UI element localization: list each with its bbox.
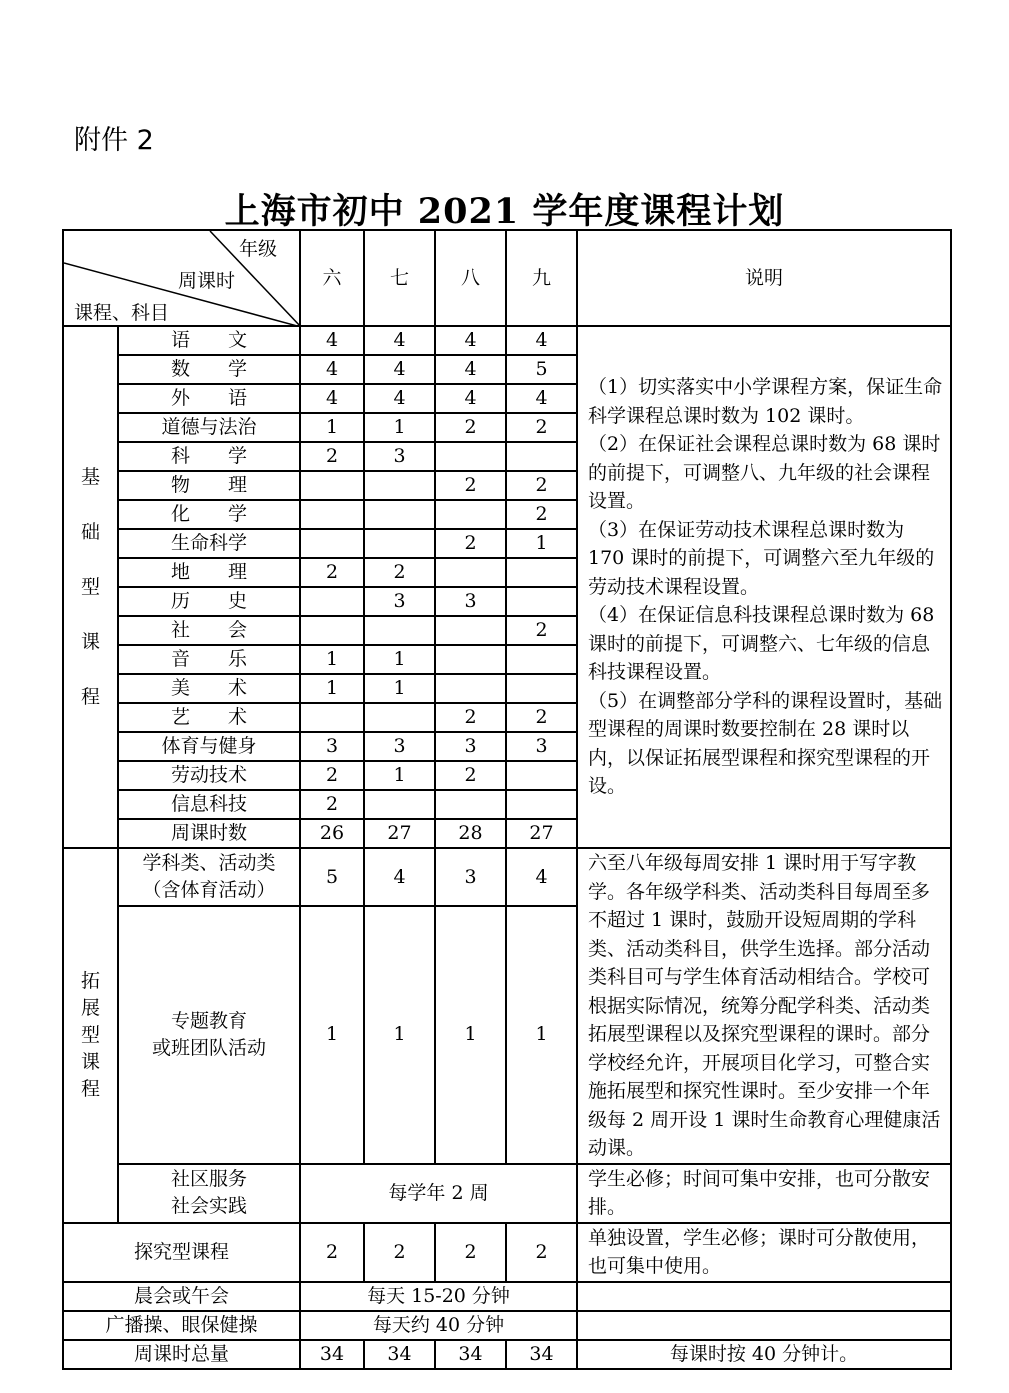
basic-category-label-char: 基	[80, 465, 100, 488]
hours-cell: 2	[435, 1223, 506, 1282]
hours-cell: 1	[300, 674, 364, 703]
hours-cell: 2	[506, 703, 577, 732]
basic-notes	[577, 326, 951, 848]
hours-cell: 3	[435, 732, 506, 761]
hours-cell	[506, 645, 577, 674]
hours-cell: 4	[364, 384, 435, 413]
subject-name: 数 学	[118, 355, 300, 384]
hours-cell	[435, 558, 506, 587]
table-row	[63, 848, 951, 906]
hours-cell	[300, 471, 364, 500]
hours-cell: 4	[435, 355, 506, 384]
hours-cell: 5	[300, 848, 364, 906]
hours-cell	[506, 558, 577, 587]
subject-activity-line-2: （含体育活动）	[142, 879, 276, 902]
hours-cell	[435, 790, 506, 819]
curriculum-table	[62, 229, 952, 1370]
inquiry-note: 单独设置，学生必修；课时可分散使用，也可集中使用。	[577, 1223, 951, 1282]
hours-cell: 4	[435, 384, 506, 413]
subject-name: 美 术	[118, 674, 300, 703]
hours-cell: 26	[300, 819, 364, 848]
subject-name: 道德与法治	[118, 413, 300, 442]
hours-cell: 3	[506, 732, 577, 761]
hours-cell: 3	[364, 732, 435, 761]
community-service-line-2: 社会实践	[170, 1195, 247, 1217]
hours-cell: 4	[435, 326, 506, 355]
hours-cell	[364, 790, 435, 819]
hours-cell	[364, 529, 435, 558]
table-row	[63, 326, 951, 355]
hours-cell: 2	[435, 413, 506, 442]
hours-label: 周课时	[178, 270, 236, 292]
subject-name: 地 理	[118, 558, 300, 587]
hours-cell	[506, 587, 577, 616]
subject-name: 化 学	[118, 500, 300, 529]
hours-cell	[506, 674, 577, 703]
hours-cell: 3	[435, 848, 506, 906]
basic-note-item: （4）在保证信息科技课程总课时数为 68 课时的前提下，可调整六、七年级的信息科技课程设置。	[588, 604, 935, 684]
hours-cell: 1	[300, 906, 364, 1163]
hours-cell: 5	[506, 355, 577, 384]
subject-name: 音 乐	[118, 645, 300, 674]
extended-category-label-char: 型	[80, 1023, 100, 1046]
hours-cell: 1	[364, 645, 435, 674]
table-row	[63, 1311, 951, 1340]
hours-cell	[364, 500, 435, 529]
basic-category-label	[63, 326, 118, 848]
hours-cell: 2	[506, 500, 577, 529]
hours-cell	[506, 790, 577, 819]
hours-cell: 27	[364, 819, 435, 848]
hours-cell: 2	[300, 558, 364, 587]
hours-cell	[364, 703, 435, 732]
hours-cell: 2	[435, 703, 506, 732]
hours-cell	[435, 442, 506, 471]
hours-cell	[364, 471, 435, 500]
hours-cell: 1	[364, 413, 435, 442]
extended-notes: 六至八年级每周安排 1 课时用于写字教学。各年级学科类、活动类科目每周至多不超过 1 课时，鼓励开设短周期的学科类、活动类科目，供学生选择。部分活动类科目可与学生体育活动相结合。学校可根据实际情况，统筹分配学科类、活动类拓展型课程以及探究型课程的课时。部分学校经允许，开展项目化学习，可整合实施拓展型和探究性课时。至少安排一个年级每 2 周开设 1 课时生命教育心理健康活动课。	[577, 848, 951, 1164]
hours-cell	[506, 761, 577, 790]
hours-cell	[300, 500, 364, 529]
hours-cell: 1	[506, 529, 577, 558]
table-row	[63, 1340, 951, 1369]
hours-cell: 2	[435, 529, 506, 558]
hours-cell: 3	[435, 587, 506, 616]
hours-cell	[300, 703, 364, 732]
basic-category-label-char: 型	[80, 575, 100, 598]
exercise-name: 广播操、眼保健操	[63, 1311, 300, 1340]
basic-category-label-char: 程	[80, 685, 100, 708]
hours-cell: 28	[435, 819, 506, 848]
total-hours-name: 周课时总量	[63, 1340, 300, 1369]
hours-cell: 3	[364, 442, 435, 471]
hours-cell: 3	[300, 732, 364, 761]
subject-name: 艺 术	[118, 703, 300, 732]
hours-cell: 1	[506, 906, 577, 1163]
extended-category-label-char: 程	[80, 1077, 100, 1100]
community-service-note: 学生必修；时间可集中安排，也可分散安排。	[577, 1164, 951, 1223]
hours-cell: 2	[506, 471, 577, 500]
morning-meeting-value: 每天 15-20 分钟	[300, 1282, 577, 1311]
hours-cell	[435, 616, 506, 645]
subject-activity-line-1: 学科类、活动类	[142, 852, 276, 875]
special-education-line-1: 专题教育	[170, 1009, 247, 1032]
extended-category-label-char: 课	[80, 1050, 100, 1073]
hours-cell	[506, 442, 577, 471]
grade-header-9: 九	[506, 230, 577, 326]
total-note: 每课时按 40 分钟计。	[577, 1340, 951, 1369]
special-education-name	[118, 906, 300, 1163]
attachment-label: 附件 2	[74, 125, 154, 156]
hours-cell: 34	[506, 1340, 577, 1369]
hours-cell: 2	[300, 761, 364, 790]
hours-cell: 4	[300, 326, 364, 355]
hours-cell: 1	[364, 761, 435, 790]
hours-cell: 2	[506, 616, 577, 645]
hours-cell: 4	[364, 326, 435, 355]
table-row	[63, 1282, 951, 1311]
exercise-value: 每天约 40 分钟	[300, 1311, 577, 1340]
hours-cell: 2	[435, 761, 506, 790]
hours-cell: 4	[506, 384, 577, 413]
hours-cell: 4	[300, 384, 364, 413]
subject-name: 信息科技	[118, 790, 300, 819]
grade-header-8: 八	[435, 230, 506, 326]
hours-cell: 34	[364, 1340, 435, 1369]
table-row	[63, 1223, 951, 1282]
diagonal-header-cell	[63, 230, 300, 326]
basic-note-item: （1）切实落实中小学课程方案，保证生命科学课程总课时数为 102 课时。	[588, 376, 943, 427]
hours-cell	[300, 587, 364, 616]
hours-cell	[435, 674, 506, 703]
subject-name: 社 会	[118, 616, 300, 645]
hours-cell: 4	[364, 848, 435, 906]
hours-cell: 2	[364, 1223, 435, 1282]
hours-cell: 2	[435, 471, 506, 500]
course-label: 课程、科目	[74, 302, 170, 324]
basic-category-label-char: 础	[80, 520, 100, 543]
hours-cell: 1	[300, 413, 364, 442]
hours-cell	[300, 616, 364, 645]
extended-category-label-char: 展	[80, 996, 100, 1019]
hours-cell	[300, 529, 364, 558]
hours-cell: 34	[435, 1340, 506, 1369]
hours-cell	[364, 616, 435, 645]
subject-name: 历 史	[118, 587, 300, 616]
morning-meeting-note	[577, 1282, 951, 1311]
header-row	[63, 230, 951, 326]
hours-cell: 4	[506, 848, 577, 906]
subject-name: 生命科学	[118, 529, 300, 558]
extended-category-label	[63, 848, 118, 1223]
community-service-name	[118, 1164, 300, 1223]
hours-cell: 4	[506, 326, 577, 355]
subject-name: 劳动技术	[118, 761, 300, 790]
hours-cell: 1	[364, 906, 435, 1163]
hours-cell: 4	[300, 355, 364, 384]
hours-cell: 2	[300, 1223, 364, 1282]
special-education-line-2: 或班团队活动	[151, 1036, 266, 1059]
subject-name: 外 语	[118, 384, 300, 413]
grade-label: 年级	[239, 238, 278, 260]
subject-name: 科 学	[118, 442, 300, 471]
grade-header-6: 六	[300, 230, 364, 326]
hours-cell	[435, 500, 506, 529]
hours-cell	[435, 645, 506, 674]
basic-note-item: （3）在保证劳动技术课程总课时数为 170 课时的前提下，可调整六至九年级的劳动技术课程设置。	[588, 518, 935, 598]
hours-cell: 2	[364, 558, 435, 587]
page-title: 上海市初中 2021 学年度课程计划	[224, 191, 785, 232]
hours-cell: 27	[506, 819, 577, 848]
hours-cell: 2	[506, 1223, 577, 1282]
subject-activity-name	[118, 848, 300, 906]
hours-cell: 2	[300, 790, 364, 819]
extended-category-label-char: 拓	[80, 969, 100, 992]
hours-cell: 2	[506, 413, 577, 442]
community-service-value: 每学年 2 周	[300, 1164, 577, 1223]
morning-meeting-name: 晨会或午会	[63, 1282, 300, 1311]
inquiry-course-name: 探究型课程	[63, 1223, 300, 1282]
basic-category-label-char: 课	[80, 630, 100, 653]
basic-note-item: （5）在调整部分学科的课程设置时，基础型课程的周课时数要控制在 28 课时以内，以保证拓展型课程和探究型课程的开设。	[588, 689, 943, 798]
grade-header-7: 七	[364, 230, 435, 326]
subject-name: 周课时数	[118, 819, 300, 848]
hours-cell: 2	[300, 442, 364, 471]
hours-cell: 34	[300, 1340, 364, 1369]
hours-cell: 3	[364, 587, 435, 616]
hours-cell: 1	[300, 645, 364, 674]
table-row	[63, 1164, 951, 1223]
community-service-line-1: 社区服务	[170, 1168, 247, 1190]
hours-cell: 1	[364, 674, 435, 703]
subject-name: 物 理	[118, 471, 300, 500]
subject-name: 体育与健身	[118, 732, 300, 761]
subject-name: 语 文	[118, 326, 300, 355]
basic-note-item: （2）在保证社会课程总课时数为 68 课时的前提下，可调整八、九年级的社会课程设置。	[588, 433, 941, 513]
exercise-note	[577, 1311, 951, 1340]
hours-cell: 4	[364, 355, 435, 384]
hours-cell: 1	[435, 906, 506, 1163]
description-header: 说明	[577, 230, 951, 326]
